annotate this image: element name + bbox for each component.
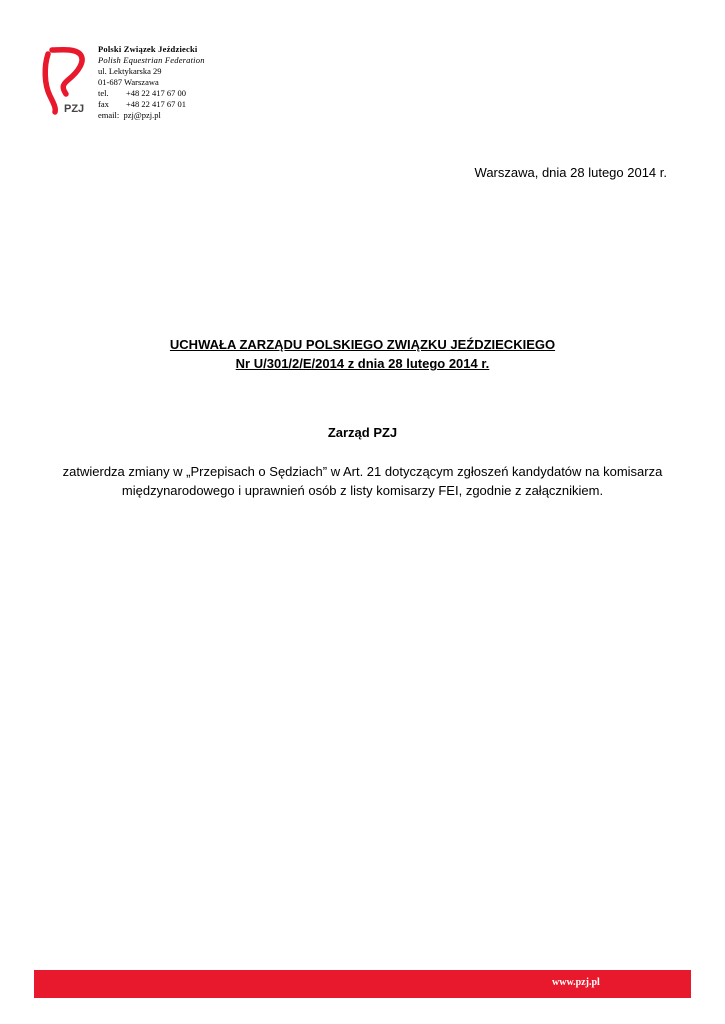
pzj-logo [40, 44, 92, 116]
date-line: Warszawa, dnia 28 lutego 2014 r. [474, 165, 667, 180]
resolution-title: UCHWAŁA ZARZĄDU POLSKIEGO ZWIĄZKU JEŹDZIECKIEGO [169, 337, 556, 352]
tel-label: tel. [98, 88, 109, 98]
board-heading: Zarząd PZJ [327, 425, 398, 440]
org-name-en: Polish Equestrian Federation [98, 55, 205, 65]
resolution-number: Nr U/301/2/E/2014 z dnia 28 lutego 2014 r. [235, 356, 490, 371]
tel-value: +48 22 417 67 00 [126, 88, 187, 98]
address-city: 01-687 Warszawa [98, 77, 159, 87]
email-value: pzj@pzj.pl [123, 110, 161, 120]
footer-bar [34, 970, 691, 998]
body-line-1: zatwierdza zmiany w „Przepisach o Sędziach” w Art. 21 dotyczącym zgłoszeń kandydatów na komisarza [62, 464, 663, 479]
logo-curve-mark [52, 50, 82, 94]
resolution-body [40, 462, 685, 500]
logo-stroke-mark [45, 54, 55, 112]
email-row [98, 110, 205, 121]
logo-text: PZJ [64, 103, 85, 115]
tel-row [98, 88, 205, 99]
body-line-2: międzynarodowego i uprawnień osób z listy komisarzy FEI, zgodnie z załącznikiem. [121, 483, 604, 498]
org-name-pl: Polski Związek Jeździecki [98, 44, 198, 54]
fax-row [98, 99, 205, 110]
fax-value: +48 22 417 67 01 [126, 99, 187, 109]
email-label: email: [98, 110, 120, 120]
fax-label: fax [98, 99, 109, 109]
footer-website-link[interactable]: www.pzj.pl [552, 977, 600, 988]
address-street: ul. Lektykarska 29 [98, 66, 162, 76]
letterhead [98, 44, 205, 121]
